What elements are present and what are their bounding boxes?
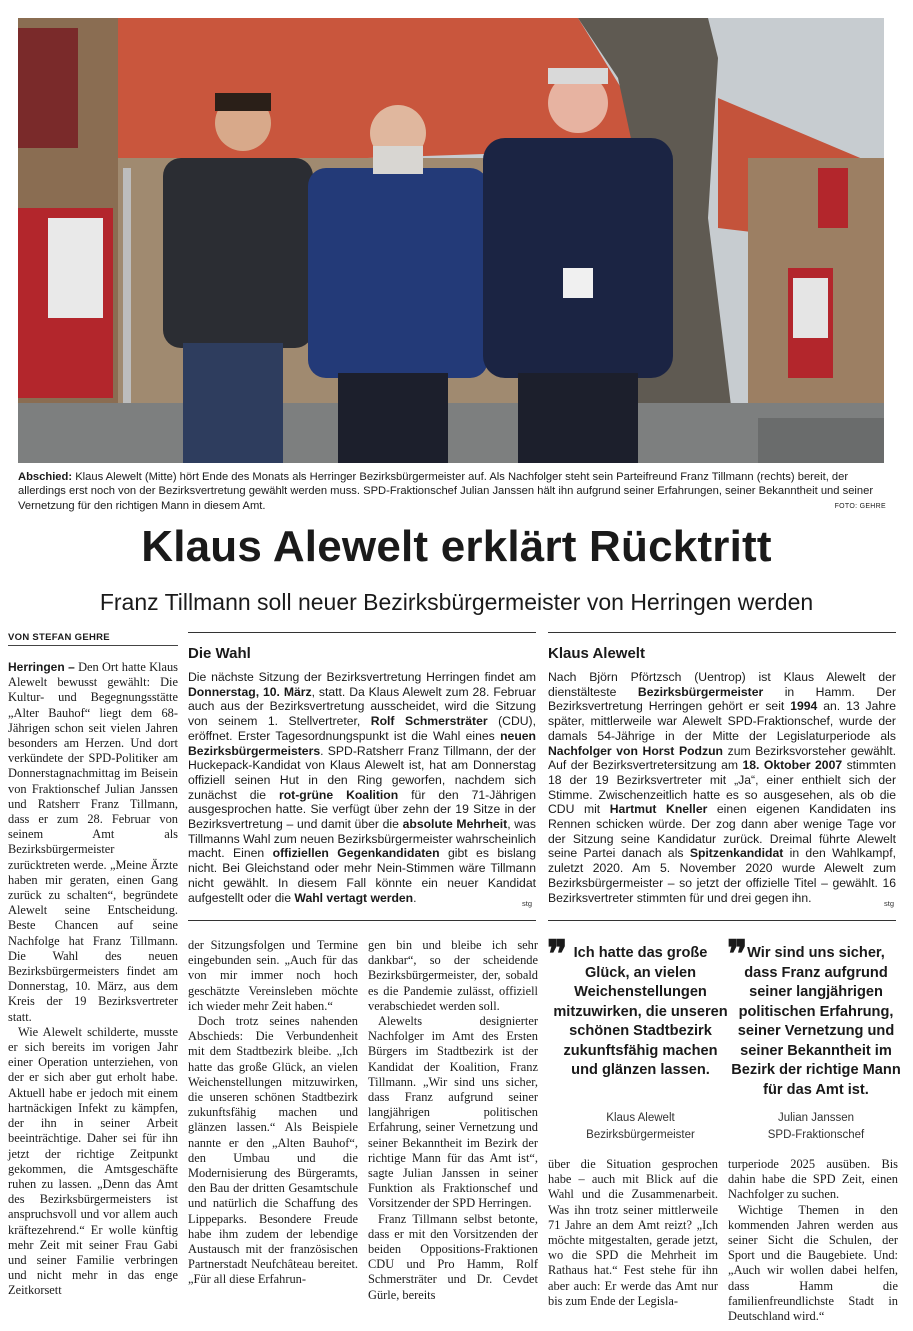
photo-credit: FOTO: GEHRE [834, 503, 886, 510]
info-box-divider [548, 920, 896, 921]
info-box-title-alewelt: Klaus Alewelt [548, 645, 645, 662]
photo-illustration [18, 18, 884, 463]
info-box-divider [188, 920, 536, 921]
quote-author: Julian Janssen [777, 1112, 855, 1124]
caption-lead: Abschied: [18, 471, 73, 483]
subheadline: Franz Tillmann soll neuer Bezirksbürgermeister von Herringen werden [99, 589, 814, 615]
article-paragraph: der Sitzungsfolgen und Termine eingebunden sein. „Auch für das von mir immer noch hoch geschätzte Vereinsleben möchte ich wieder mehr Zeit haben.“ [188, 938, 358, 1013]
dateline: Herringen – [8, 660, 75, 674]
pull-quote-alewelt: Ich hatte das große Glück, an vielen Weichenstellungen mitzuwirken, die unseren schönen Stadtbezirk zukunftsfähig machen und glänzen lassen. [553, 945, 728, 1078]
info-box-title-wahl: Die Wahl [188, 645, 251, 662]
quote-mark-icon: ❞ [547, 931, 568, 976]
quote-mark-icon: ❞ [727, 931, 748, 976]
article-column-4 [548, 1157, 718, 1309]
article-column-3 [368, 938, 538, 1303]
article-paragraph: Alewelts designierter Nachfolger im Amt des Ersten Bürgers im Stadtbezirk ist der Kandidat der Koalition, Franz Tillmann. „Wir sind uns sicher, dass Franz aufgrund seiner langjährigen politischen Erfahrung, seiner Vernetzung und seiner Bekanntheit im Bezirk der richtige Mann für das Amt ist“, sagte Julian Janssen in seiner Funktion als Fraktionschef und Vorsitzender der SPD Herringen. [368, 1014, 538, 1211]
info-box-wahl-text: Die nächste Sitzung der Bezirksvertretung Herringen findet am Donnerstag, 10. März, statt. Da Klaus Alewelt zum 28. Februar auch aus der Bezirksvertretung ausscheidet, wird die Sitzung von seinem 1. Stellvertreter, Rolf Schmersträter (CDU), eröffnet. Erster Tagesordnungspunkt ist die Wahl eines neuen Bezirksbürgermeisters. SPD-Ratsherr Franz Tillmann, der der Huckepack-Kandidat von Klaus Alewelt ist, hat am Donnerstag offiziell seinen Hut in den Ring geworfen, nachdem sich zunächst die rot-grüne Koalition für den 71-Jährigen ausgesprochen hatte. Sie verfügt über zehn der 19 Sitze in der Bezirksvertretung – und damit über die absolute Mehrheit, was Tillmanns Wahl zum neuen Bezirksbürgermeister wahrscheinlich macht. Einen offiziellen Gegenkandidaten gibt es bislang nicht. Bei Gleichstand oder mehr Nein-Stimmen wäre Tillmann nicht gewählt. In diesem Fall könnte ein neuer Kandidat aufgestellt oder die Wahl vertagt werden. [188, 670, 537, 905]
pull-quote-janssen: Wir sind uns sicher, dass Franz aufgrund seiner langjährigen politischen Erfahrung, seiner Vernetzung und seiner Bekanntheit im Bezirk der richtige Mann für das Amt ist. [731, 945, 901, 1098]
caption-text: Klaus Alewelt (Mitte) hört Ende des Monats als Herringer Bezirksbürgermeister auf. Als Nachfolger steht sein Parteifreund Franz Tillmann (rechts) bereit, der allerdings erst noch von der Bezirksvertretung gewählt werden muss. SPD-Fraktionschef Julian Janssen hält ihn aufgrund seiner Erfahrungen, seiner Bekanntheit und seiner Vernetzung für den richtigen Mann in diesem Amt. [18, 471, 874, 512]
author-byline: VON STEFAN GEHRE [8, 632, 110, 643]
info-box-divider [548, 632, 896, 633]
article-column-1 [8, 660, 178, 1299]
article-column-2 [188, 938, 358, 1288]
info-box-alewelt-text: Nach Björn Pförtzsch (Uentrop) ist Klaus Alewelt der dienstälteste Bezirksbürgermeister in Hamm. Der Bezirksvertretung Herringen gehört er seit 1994 an. 13 Jahre später, mittlerweile war Alewelt SPD-Fraktionschef, wurde der damals 54-Jährige in der Mitte der Legislaturperiode als Nachfolger von Horst Podzun zum Bezirksvorsteher gewählt. Auf der Bezirksvertretersitzung am 18. Oktober 2007 stimmten 18 der 19 Bezirksvertreter mit „Ja“, einer enthielt sich der Stimme. Zwischenzeitlich hatte es so ausgesehen, als ob die CDU mit Hartmut Kneller einen eigenen Kandidaten ins Rennen schicken würde. Der zog dann aber wenige Tage vor der Sitzung seine Kandidatur zurück. Dreimal führte Alewelt seine Partei danach als Spitzenkandidat in den Wahlkampf, zuletzt 2020. Am 5. November 2020 wurde Alewelt zum Bezirksbürgermeister – so jetzt der offizielle Titel – gewählt. 16 Bezirksvertreter stimmten für und drei gegen ihn. [548, 670, 897, 905]
photo-caption [18, 470, 886, 513]
headline: Klaus Alewelt erklärt Rücktritt [141, 522, 772, 571]
quote-author-role: SPD-Fraktionschef [767, 1129, 865, 1141]
article-paragraph: gen bin und bleibe ich sehr dankbar“, so der scheidende Bezirksbürgermeister, der, sobald es die Pandemie zulässt, offiziell verabschiedet werden soll. [368, 938, 538, 1013]
quote-author-role: Bezirksbürgermeister [586, 1129, 695, 1141]
info-box-divider [188, 632, 536, 633]
article-photo [18, 18, 884, 463]
info-box-signature: stg [522, 899, 533, 908]
article-paragraph [8, 660, 178, 1025]
paragraph-text: Den Ort hatte Klaus Alewelt bewusst gewählt: Die Kultur- und Begegnungsstätte „Alter Bauhof“ liegt dem 68-Jährigen schon seit vielen Jahren besonders am Herzen. Und dort verkündete der SPD-Politiker am Donnerstagnachmittag im Beisein von Fraktionschef Julian Janssen und Ratsherr Franz Tillmann, dass er zum 28. Februar von seinem Amt als Bezirksbürgermeister zurücktreten werde. „Meine Ärzte haben mir geraten, einen Gang zurück zu schalten“, begründete Alewelt seine Entscheidung. Beste Chancen auf seine Nachfolge hat Franz Tillmann. Die Wahl des neuen Bezirksbürgermeisters findet am Donnerstag, 10. März, aus dem Kreis der 19 Bezirksvertreter statt. [8, 660, 178, 1024]
article-paragraph: über die Situation gesprochen habe – auch mit Blick auf die Wahl und die Zusammenarbeit. Was ihn trotz seiner mittlerweile 71 Jahre an dem Amt reizt? „Ich möchte mitgestalten, gerade jetzt, wo die SPD die Mehrheit im Rathaus hat.“ Fest stehe für ihn aber auch: Er werde das Amt nur bis zum Ende der Legisla- [548, 1157, 718, 1308]
article-paragraph: turperiode 2025 ausüben. Bis dahin habe die SPD Zeit, einen Nachfolger zu suchen. [728, 1157, 898, 1202]
article-paragraph: Wie Alewelt schilderte, musste er sich bereits im vorigen Jahr einer Operation unterziehen, von der er sich aber gut erholt habe. Aktuell habe er jedoch mit einem hartnäckigen Infekt zu kämpfen, der ihn in seiner Arbeit beeinträchtige. Daher sei für ihn jetzt der richtige Zeitpunkt gekommen, die Amtsgeschäfte ruhen zu lassen. „Denn das Amt des Bezirksbürgermeisters ist anspruchsvoll und vor allem auch kräftezehrend.“ Er wolle künftig mehr Zeit mit seiner Frau Gabi und seiner Familie verbringen und nicht mehr in das enge Zeitkorsett [8, 1024, 178, 1298]
article-paragraph: Franz Tillmann selbst betonte, dass er mit den Vorsitzenden der beiden Oppositions-Fraktionen CDU und Pro Hamm, Rolf Schmersträter und Dr. Cevdet Gürle, bereits [368, 1211, 538, 1302]
article-column-5 [728, 1157, 898, 1324]
quote-author: Klaus Alewelt [606, 1112, 675, 1124]
byline-divider [8, 645, 178, 646]
article-paragraph: Wichtige Themen in den kommenden Jahren werden aus seiner Sicht die Schulen, der Sport und die Baugebiete. Und: „Auch wir wollen dabei helfen, dass Hamm die familienfreundlichste Stadt in Deutschland wird.“ [728, 1202, 898, 1324]
info-box-signature: stg [884, 899, 895, 908]
article-paragraph: Doch trotz seines nahenden Abschieds: Die Verbundenheit mit dem Stadtbezirk bleibe. „Ich hatte das große Glück, an vielen Weichenstellungen mitzuwirken, die unseren schönen Stadtbezirk zukunftsfähig machen und glänzen lassen.“ Als Beispiele nannte er den „Alten Bauhof“, den Umbau und die Modernisierung des Bürgeramts, den Bau der dritten Gesamtschule und natürlich die Schaffung des Lippeparks. Besondere Freude habe ihm zudem der lebendige Austausch mit der französischen Partnerstadt Neufchâteau bereitet. „Für all diese Erfahrun- [188, 1014, 358, 1287]
